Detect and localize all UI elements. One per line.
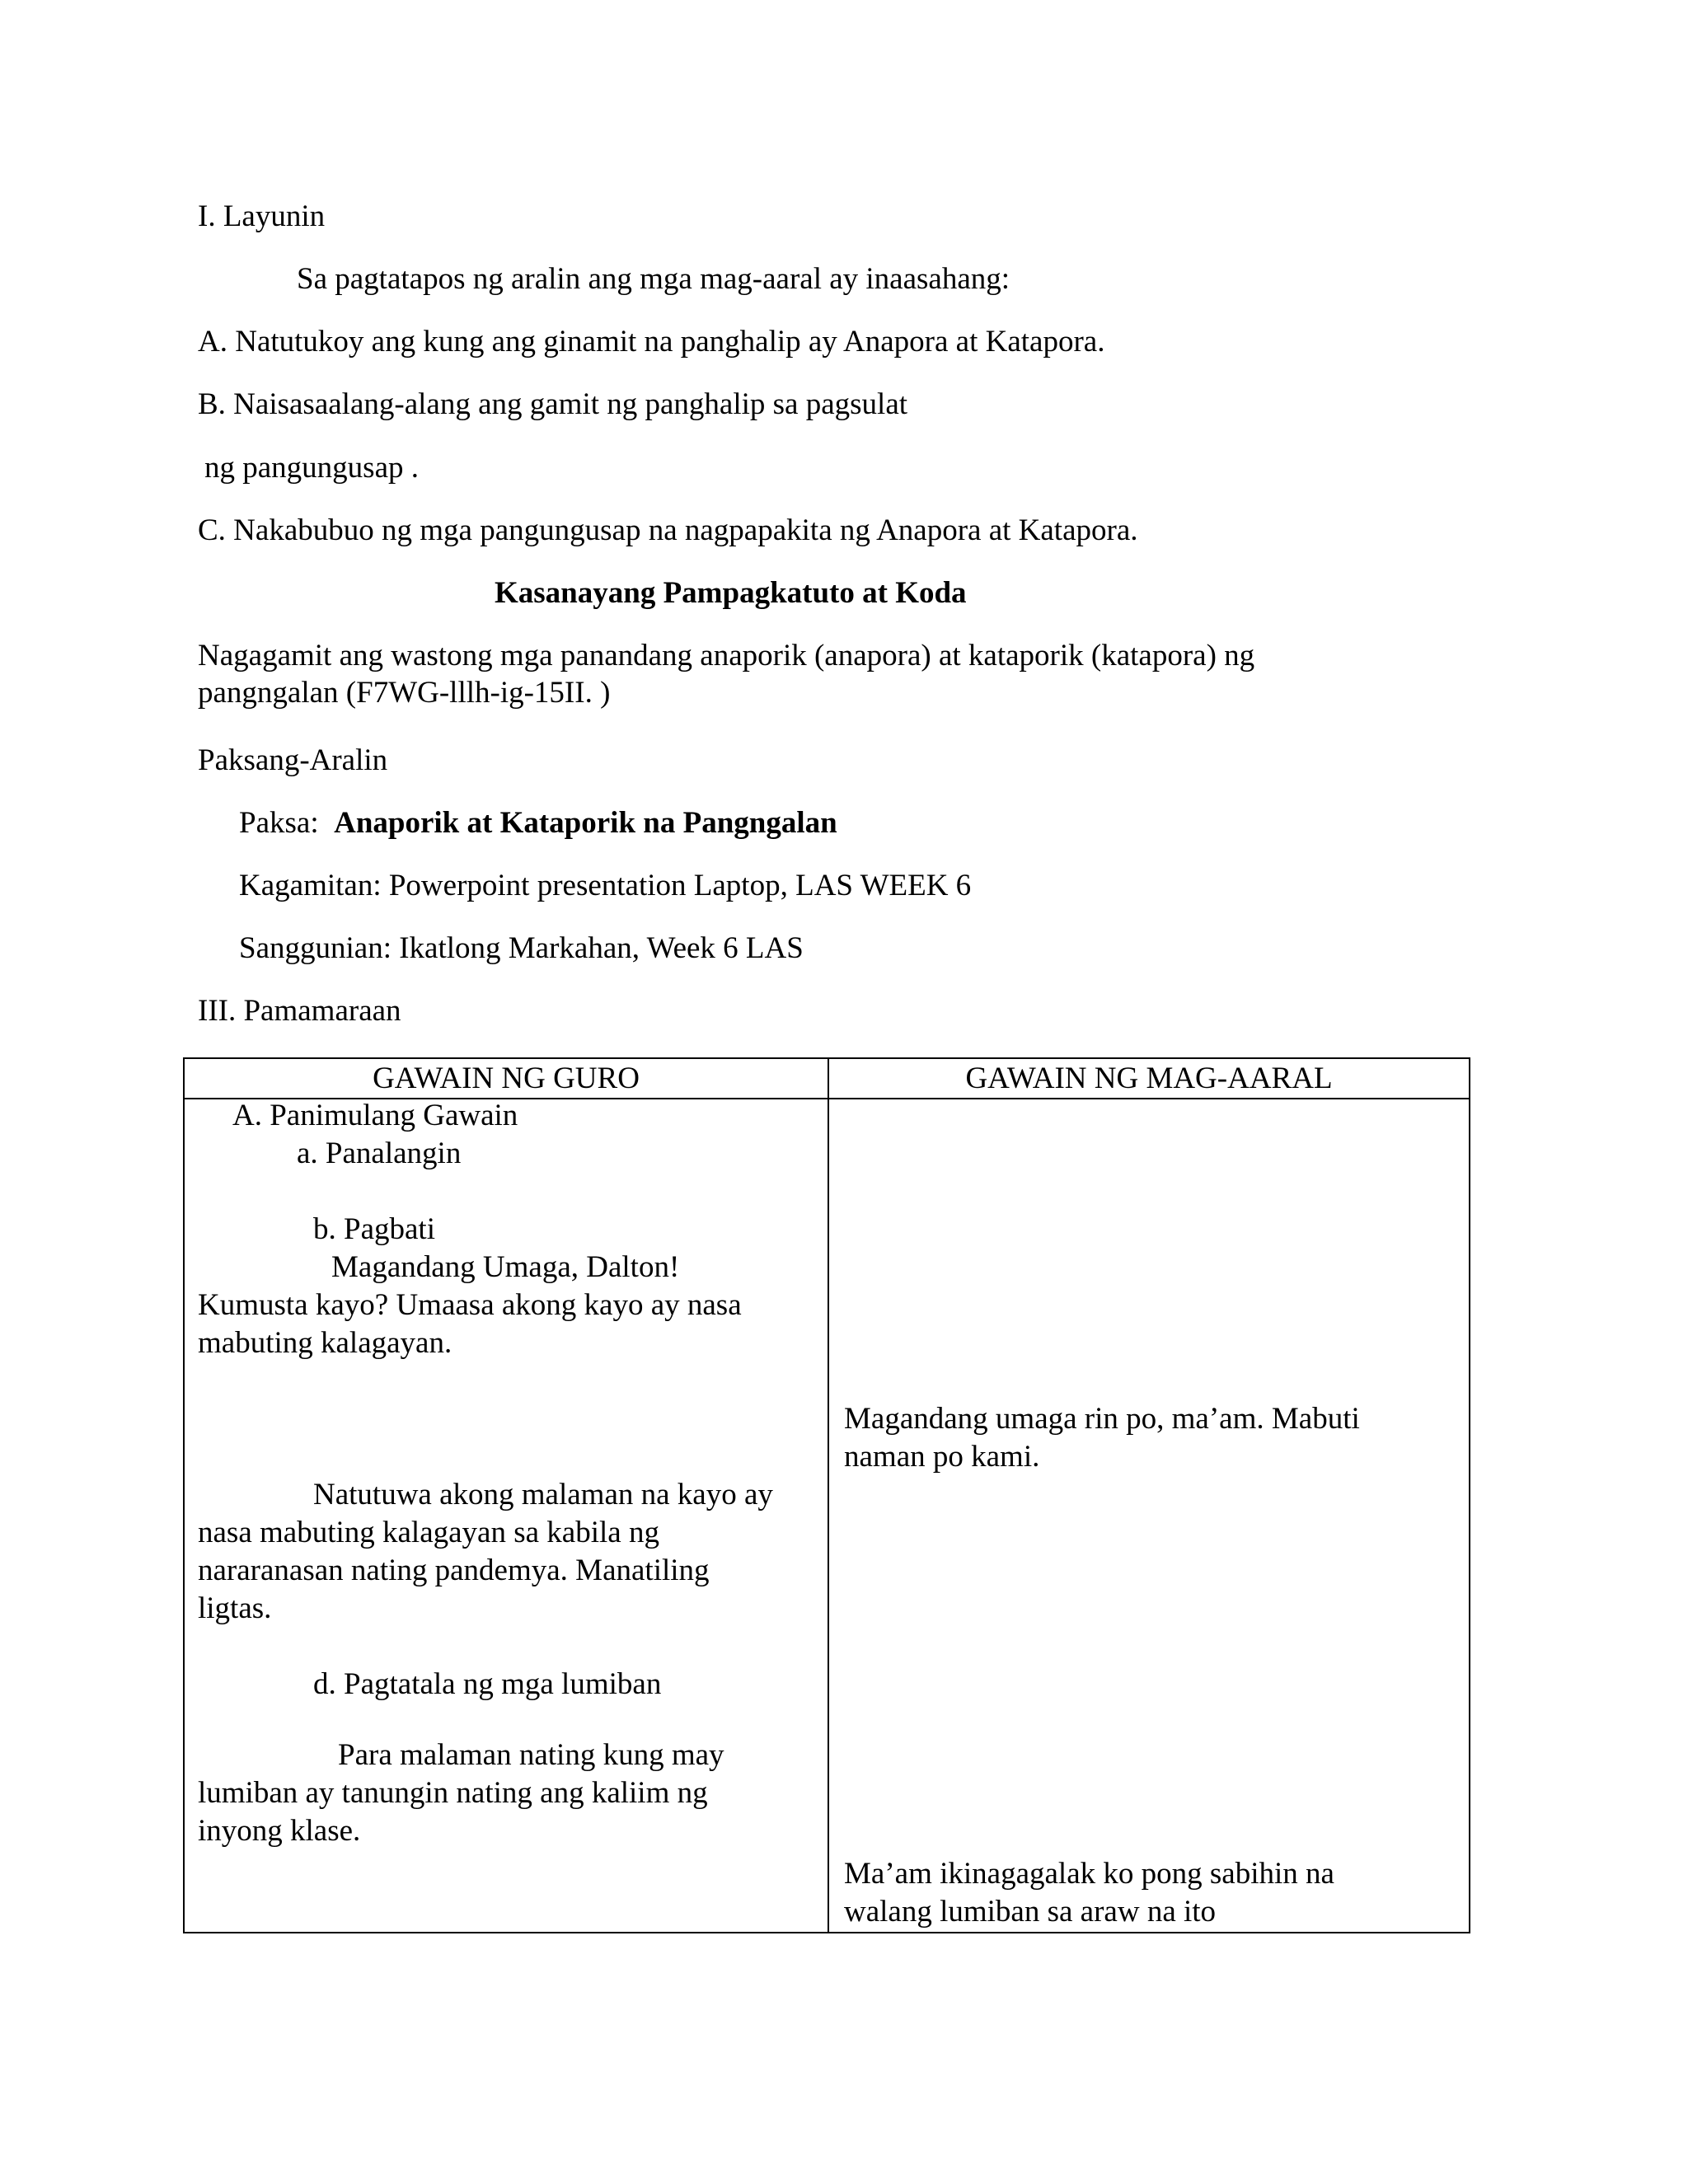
student-reply2-2: walang lumiban sa araw na ito — [844, 1895, 1217, 1929]
objective-c: C. Nakabubuo ng mga pangungusap na nagpapakita ng Anapora at Katapora. — [198, 513, 1138, 547]
teacher-glad-3: nararanasan nating pandemya. Manatiling — [198, 1554, 710, 1587]
header-student: GAWAIN NG MAG-AARAL — [965, 1062, 1333, 1095]
student-reply-1: Magandang umaga rin po, ma’am. Mabuti — [844, 1402, 1360, 1436]
objectives-intro: Sa pagtatapos ng aralin ang mga mag-aaral ay inaasahang: — [297, 262, 1010, 296]
teacher-abs-1: Para malaman nating kung may — [338, 1738, 724, 1772]
teacher-item-a: a. Panalangin — [297, 1137, 462, 1170]
objective-a: A. Natutukoy ang kung ang ginamit na panghalip ay Anapora at Katapora. — [198, 325, 1105, 359]
teacher-section-a: A. Panimulang Gawain — [232, 1099, 518, 1132]
subject-heading: Paksang-Aralin — [198, 743, 388, 777]
teacher-abs-3: inyong klase. — [198, 1814, 361, 1848]
teacher-glad-2: nasa mabuting kalagayan sa kabila ng — [198, 1516, 659, 1549]
subject-topic — [239, 804, 837, 841]
column-divider — [828, 1059, 829, 1932]
competency-title: Kasanayang Pampagkatuto at Koda — [495, 576, 967, 610]
student-reply-2: naman po kami. — [844, 1440, 1040, 1474]
teacher-glad-1: Natutuwa akong malaman na kayo ay — [313, 1478, 773, 1511]
topic-label: Paksa: — [239, 806, 319, 840]
subject-materials: Kagamitan: Powerpoint presentation Laptop, LAS WEEK 6 — [239, 869, 972, 902]
student-reply2-1: Ma’am ikinagagalak ko pong sabihin na — [844, 1857, 1334, 1891]
teacher-greet-3: mabuting kalagayan. — [198, 1326, 452, 1360]
procedure-heading: III. Pamamaraan — [198, 994, 401, 1028]
competency-text: Nagagamit ang wastong mga panandang anaporik (anapora) at kataporik (katapora) ng pangngalan (F7WG-lllh-ig-15II. ) — [198, 639, 1255, 710]
header-teacher: GAWAIN NG GURO — [373, 1062, 640, 1095]
procedure-table — [183, 1057, 1470, 1933]
objective-b-line1: B. Naisasaalang-alang ang gamit ng panghalip sa pagsulat — [198, 387, 908, 421]
teacher-item-b: b. Pagbati — [313, 1212, 435, 1246]
topic-value: Anaporik at Kataporik na Pangngalan — [334, 806, 837, 840]
subject-references: Sanggunian: Ikatlong Markahan, Week 6 LAS — [239, 931, 804, 965]
objectives-heading: I. Layunin — [198, 199, 326, 233]
teacher-item-d: d. Pagtatala ng mga lumiban — [313, 1667, 662, 1701]
teacher-greet-2: Kumusta kayo? Umaasa akong kayo ay nasa — [198, 1288, 742, 1322]
teacher-greet-1: Magandang Umaga, Dalton! — [331, 1250, 680, 1284]
teacher-abs-2: lumiban ay tanungin nating ang kaliim ng — [198, 1776, 708, 1810]
teacher-glad-4: ligtas. — [198, 1591, 272, 1625]
objective-b-line2: ng pangungusap . — [204, 451, 419, 485]
